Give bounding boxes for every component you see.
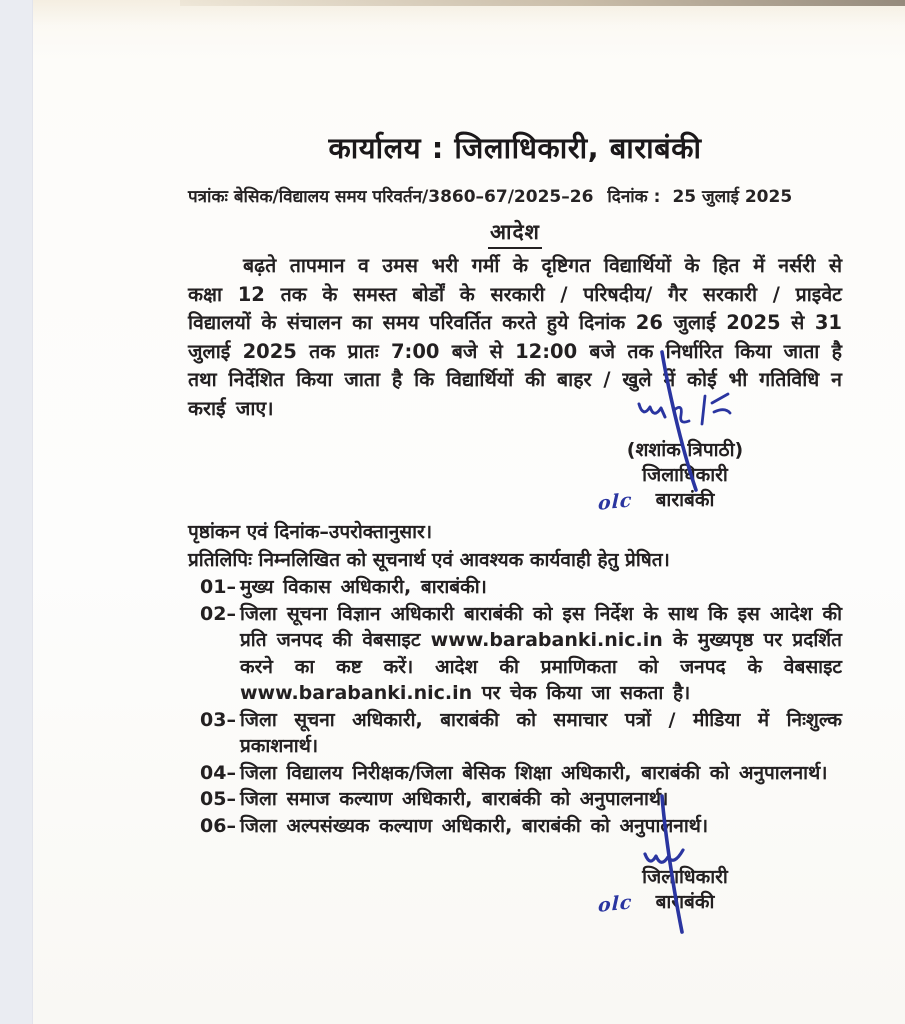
signatory-designation: जिलाधिकारी bbox=[642, 464, 728, 486]
signature-block-top bbox=[590, 438, 780, 513]
copy-item-text: जिला अल्पसंख्यक कल्याण अधिकारी, बाराबंकी को अनुपालनार्थ। bbox=[240, 814, 709, 837]
handwritten-initial-mark: olc bbox=[597, 489, 633, 515]
order-heading: आदेश bbox=[488, 218, 542, 249]
date-label: दिनांक : bbox=[607, 187, 661, 207]
signatory-district: बाराबंकी bbox=[655, 489, 715, 511]
date-value: 25 जुलाई 2025 bbox=[672, 187, 793, 207]
signature-block-bottom bbox=[590, 865, 780, 915]
copy-item-text: जिला सूचना अधिकारी, बाराबंकी को समाचार पत्रों / मीडिया में निःशुल्क प्रकाशनार्थ। bbox=[240, 708, 842, 757]
signatory-district: बाराबंकी bbox=[655, 891, 715, 913]
copy-item-text: जिला समाज कल्याण अधिकारी, बाराबंकी को अनुपालनार्थ। bbox=[240, 788, 669, 810]
copy-item-number: 02– bbox=[200, 602, 236, 625]
reference-line bbox=[188, 184, 842, 207]
copy-item-number: 06– bbox=[200, 814, 236, 837]
order-body-paragraph: बढ़ते तापमान व उमस भरी गर्मी के दृष्टिगत विद्यार्थियों के हित में नर्सरी से कक्षा 12 तक के समस्त बोर्डों के सरकारी / परिषदीय/ गैर सरकारी / प्राइवेट विद्यालयों के संचालन का समय परिवर्तित करते हुये दिनांक 26 जुलाई 2025 से 31 जुलाई 2025 तक प्रातः 7:00 बजे से 12:00 बजे तक निर्धारित किया जाता है तथा निर्देशित किया जाता है कि विद्यार्थियों की बाहर / खुले में कोई भी गतिविधि न कराई जाए। bbox=[188, 254, 842, 420]
copy-item-02 bbox=[200, 601, 842, 707]
copy-item-04 bbox=[200, 760, 842, 787]
copy-item-number: 04– bbox=[200, 761, 236, 784]
signatory-name: (शशांक त्रिपाठी) bbox=[626, 439, 744, 461]
reference-suffix: /2025–26 bbox=[507, 187, 594, 207]
copy-item-06 bbox=[200, 813, 842, 840]
signatory-designation: जिलाधिकारी bbox=[642, 866, 728, 888]
copy-item-05 bbox=[200, 786, 842, 813]
endorsement-section bbox=[188, 519, 842, 839]
endorsement-line-2: प्रतिलिपिः निम्नलिखित को सूचनार्थ एवं आवश्यक कार्यवाही हेतु प्रेषित। bbox=[188, 548, 670, 571]
signatory-district-row bbox=[590, 488, 780, 513]
reference-prefix: पत्रांकः बेसिक/विद्यालय समय परिवर्तन/ bbox=[188, 187, 429, 207]
copy-item-number: 05– bbox=[200, 788, 236, 810]
copy-item-text: जिला विद्यालय निरीक्षक/जिला बेसिक शिक्षा अधिकारी, बाराबंकी को अनुपालनार्थ। bbox=[240, 761, 828, 784]
document-page bbox=[188, 0, 842, 1024]
handwritten-initial-mark: olc bbox=[597, 891, 633, 917]
copy-item-03 bbox=[200, 707, 842, 760]
signatory-district-row bbox=[590, 890, 780, 915]
order-heading-wrap bbox=[188, 218, 842, 249]
scanner-edge-strip bbox=[0, 0, 33, 1024]
copy-item-number: 01– bbox=[200, 576, 236, 598]
office-title: कार्यालय : जिलाधिकारी, बाराबंकी bbox=[328, 131, 702, 165]
endorsement-line-1: पृष्ठांकन एवं दिनांक–उपरोक्तानुसार। bbox=[188, 521, 433, 543]
copy-item-01 bbox=[200, 574, 842, 601]
reference-number: 3860–67 bbox=[428, 187, 508, 207]
copy-item-text: जिला सूचना विज्ञान अधिकारी बाराबंकी को इस निर्देश के साथ कि इस आदेश की प्रति जनपद की वेबसाइट www.barabanki.nic.in के मुख्यपृष्ठ पर प्रदर्शित करने का कष्ट करें। आदेश की प्रमाणिकता को जनपद के वेबसाइट www.barabanki.nic.in पर चेक किया जा सकता है। bbox=[240, 602, 842, 704]
copy-item-number: 03– bbox=[200, 708, 236, 731]
copy-item-text: मुख्य विकास अधिकारी, बाराबंकी। bbox=[240, 576, 487, 598]
